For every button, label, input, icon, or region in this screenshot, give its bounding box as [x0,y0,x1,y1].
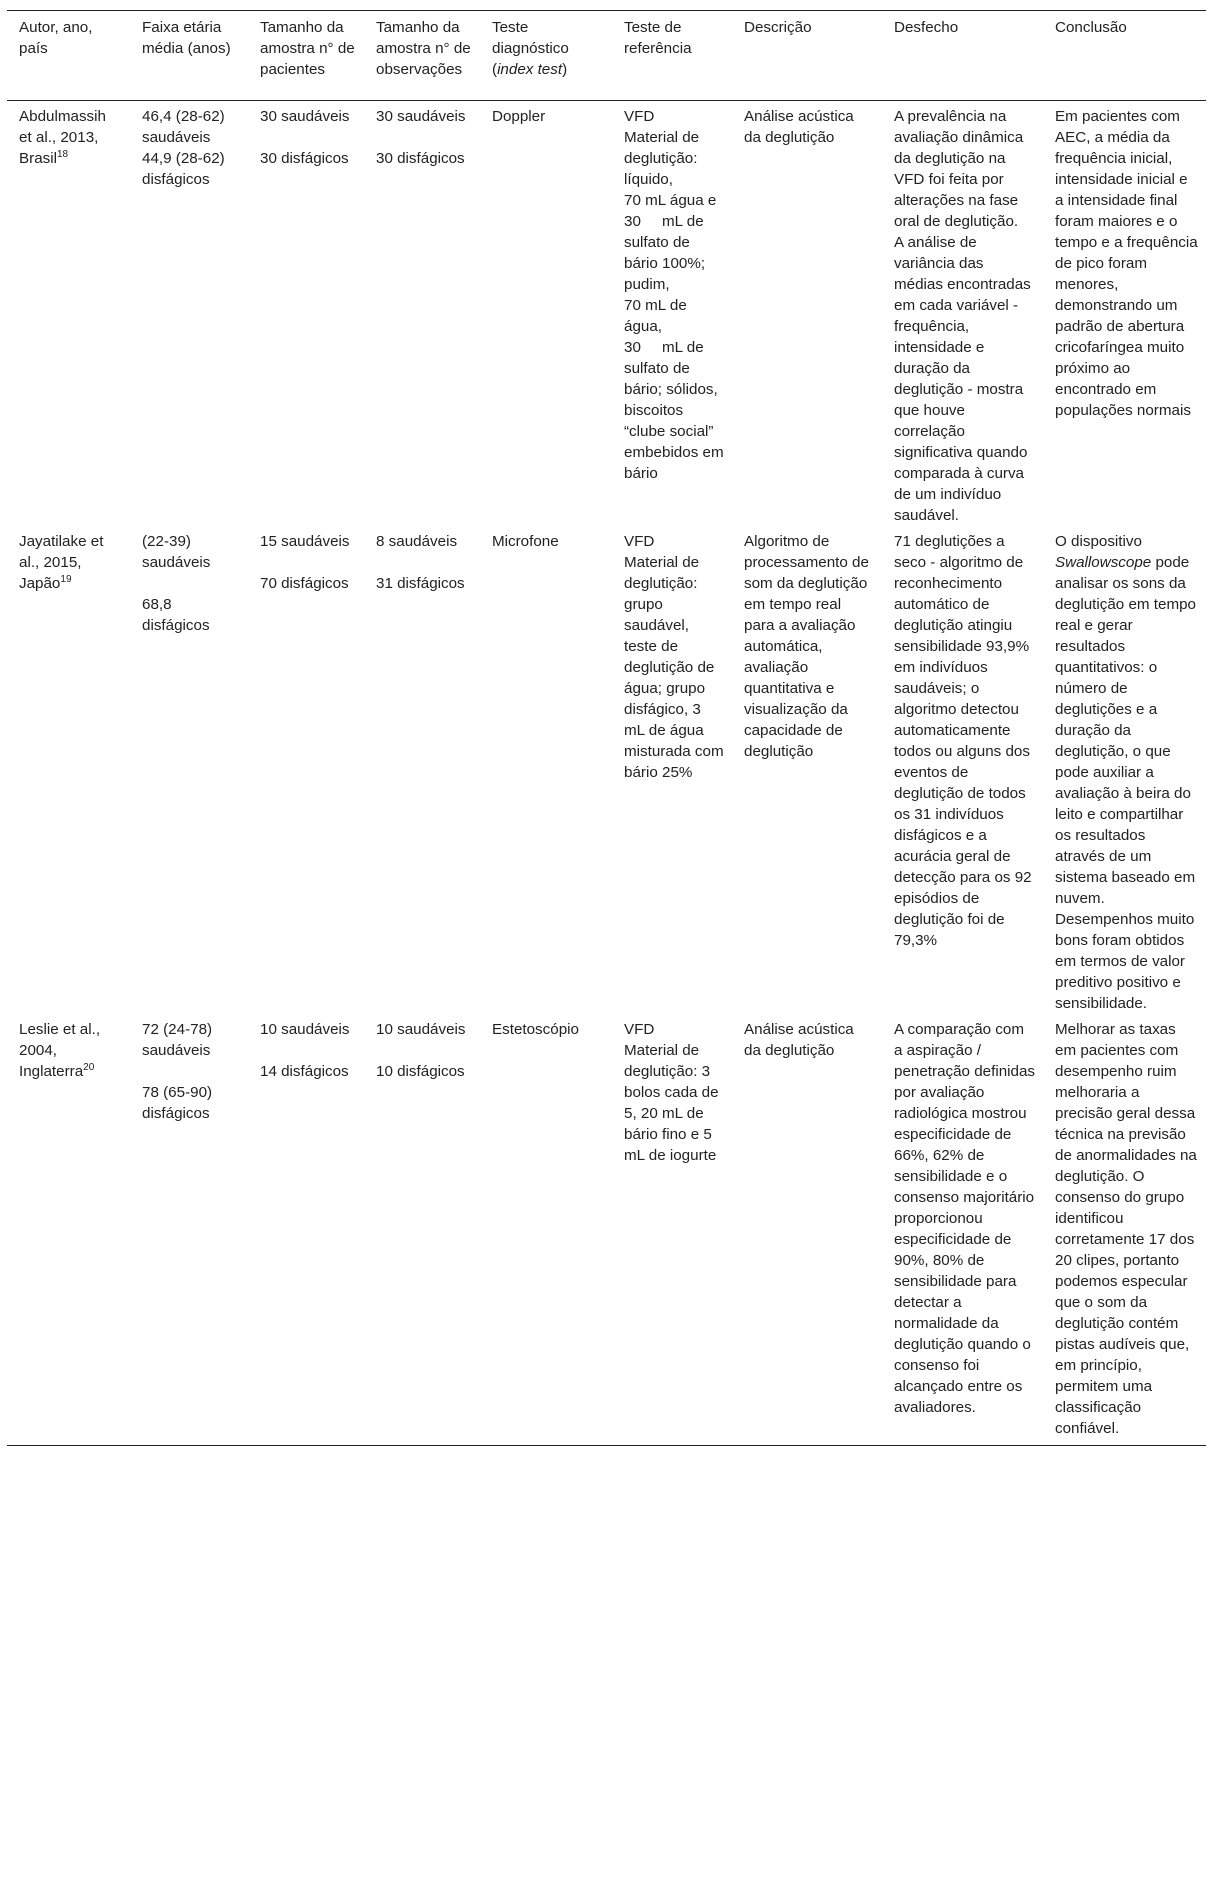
obs-healthy: 10 saudáveis [376,1021,466,1038]
obs-dysphagic: 10 disfágicos [376,1063,465,1080]
table-header-row [7,11,1206,101]
patients-dysphagic: 30 disfágicos [260,150,349,167]
cell-observations [364,526,480,1014]
reference-number: 20 [83,1061,95,1073]
header-reference: Teste de referência [624,19,692,57]
cell-author [7,101,130,527]
cell-conclusion: Em pacientes com AEC, a média da frequência inicial, intensidade inicial e a intensidade final foram maiores e o tempo e a frequência de pico foram menores, demonstrando um padrão de abertura cricofaríngea muito próximo ao encontrado em populações normais [1055,108,1198,419]
patients-dysphagic: 14 disfágicos [260,1063,349,1080]
cell-patients [248,1014,364,1446]
age-healthy: (22-39) saudáveis [142,533,211,571]
device-name: Swallowscope [1055,554,1152,571]
cell-age [130,101,248,527]
cell-outcome: A prevalência na avaliação dinâmica da deglutição na VFD foi feita por alterações na fase oral de deglutição. A análise de variância das médias encontradas em cada variável - frequência, intensidade e duração da deglutição - mostra que houve correlação significativa quando comparada à curva de um indivíduo saudável. [894,108,1031,524]
cell-description: Análise acústica da deglutição [744,108,854,146]
patients-healthy: 30 saudáveis [260,108,350,125]
cell-index-test: Doppler [492,108,546,125]
header-description: Descrição [744,19,812,36]
header-observations: Tamanho da amostra n° de observações [376,19,471,78]
patients-healthy: 15 saudáveis [260,533,350,550]
cell-author [7,1014,130,1446]
conclusion-text-cont: pode analisar os sons da deglutição em tempo real e gerar resultados quantitativos: o número de deglutições e a duração da deglutição, o que pode auxiliar a avaliação à beira do leito e compartilhar os resultados através de um sistema baseado em nuvem. Desempenhos muito bons foram obtidos em termos de valor preditivo positivo e sensibilidade. [1055,554,1196,1012]
header-patients: Tamanho da amostra n° de pacientes [260,19,355,78]
reference-number: 19 [60,573,72,585]
author-text: Abdulmassih et al., 2013, Brasil [19,108,106,167]
cell-index-test: Microfone [492,533,559,550]
header-index-suffix: ) [562,61,568,78]
age-dysphagic: 68,8 disfágicos [142,596,210,634]
header-author: Autor, ano, país [19,19,93,57]
obs-dysphagic: 30 disfágicos [376,150,465,167]
cell-reference: VFD Material de deglutição: líquido, 70 mL água e 30 mL de sulfato de bário 100%; pudim, 70 mL de água, 30 mL de sulfato de bário; sólidos, biscoitos “clube social” embebidos em bário [624,108,724,482]
header-conclusion: Conclusão [1055,19,1127,36]
table-row [7,526,1206,1014]
cell-age [130,526,248,1014]
cell-patients [248,101,364,527]
cell-observations [364,101,480,527]
cell-conclusion [1043,526,1206,1014]
author-text: Jayatilake et al., 2015, Japão [19,533,104,592]
cell-conclusion: Melhorar as taxas em pacientes com desempenho ruim melhoraria a precisão geral dessa técnica na previsão de anormalidades na deglutição. O consenso do grupo identificou corretamente 17 dos 20 clipes, portanto podemos especular que o som da deglutição contém pistas audíveis que, em princípio, permitem uma classificação confiável. [1055,1021,1197,1437]
header-index-test [480,11,612,101]
age-healthy: 72 (24-78) saudáveis [142,1021,213,1059]
obs-dysphagic: 31 disfágicos [376,575,465,592]
cell-reference: VFD Material de deglutição: 3 bolos cada de 5, 20 mL de bário fino e 5 mL de iogurte [624,1021,719,1164]
cell-observations [364,1014,480,1446]
obs-healthy: 8 saudáveis [376,533,458,550]
obs-healthy: 30 saudáveis [376,108,466,125]
header-outcome: Desfecho [894,19,959,36]
table-row [7,101,1206,527]
cell-age [130,1014,248,1446]
header-index-italic: index test [497,61,563,78]
header-index-prefix: Teste diagnóstico ( [492,19,569,78]
age-dysphagic: 44,9 (28-62) disfágicos [142,150,225,188]
study-table [7,10,1206,1446]
patients-healthy: 10 saudáveis [260,1021,350,1038]
study-table-container [7,10,1206,1446]
cell-description: Análise acústica da deglutição [744,1021,854,1059]
author-text: Leslie et al., 2004, Inglaterra [19,1021,101,1080]
header-age: Faixa etária média (anos) [142,19,231,57]
cell-patients [248,526,364,1014]
cell-author [7,526,130,1014]
cell-reference: VFD Material de deglutição: grupo saudável, teste de deglutição de água; grupo disfágico, 3 mL de água misturada com bário 25% [624,533,724,781]
age-dysphagic: 78 (65-90) disfágicos [142,1084,213,1122]
table-row [7,1014,1206,1446]
cell-description: Algoritmo de processamento de som da deglutição em tempo real para a avaliação automática, avaliação quantitativa e visualização da capacidade de deglutição [744,533,869,760]
cell-outcome: 71 deglutições a seco - algoritmo de reconhecimento automático de deglutição atingiu sensibilidade 93,9% em indivíduos saudáveis; o algoritmo detectou automaticamente todos ou alguns dos eventos de deglutição de todos os 31 indivíduos disfágicos e a acurácia geral de detecção para os 92 episódios de deglutição foi de 79,3% [894,533,1032,949]
age-healthy: 46,4 (28-62) saudáveis [142,108,225,146]
cell-index-test: Estetoscópio [492,1021,579,1038]
reference-number: 18 [56,148,69,160]
patients-dysphagic: 70 disfágicos [260,575,349,592]
conclusion-text: O dispositivo [1055,533,1142,550]
cell-outcome: A comparação com a aspiração / penetração definidas por avaliação radiológica mostrou especificidade de 66%, 62% de sensibilidade e o consenso majoritário proporcionou especificidade de 90%, 80% de sensibilidade para detectar a normalidade da deglutição quando o consenso foi alcançado entre os avaliadores. [894,1021,1036,1416]
